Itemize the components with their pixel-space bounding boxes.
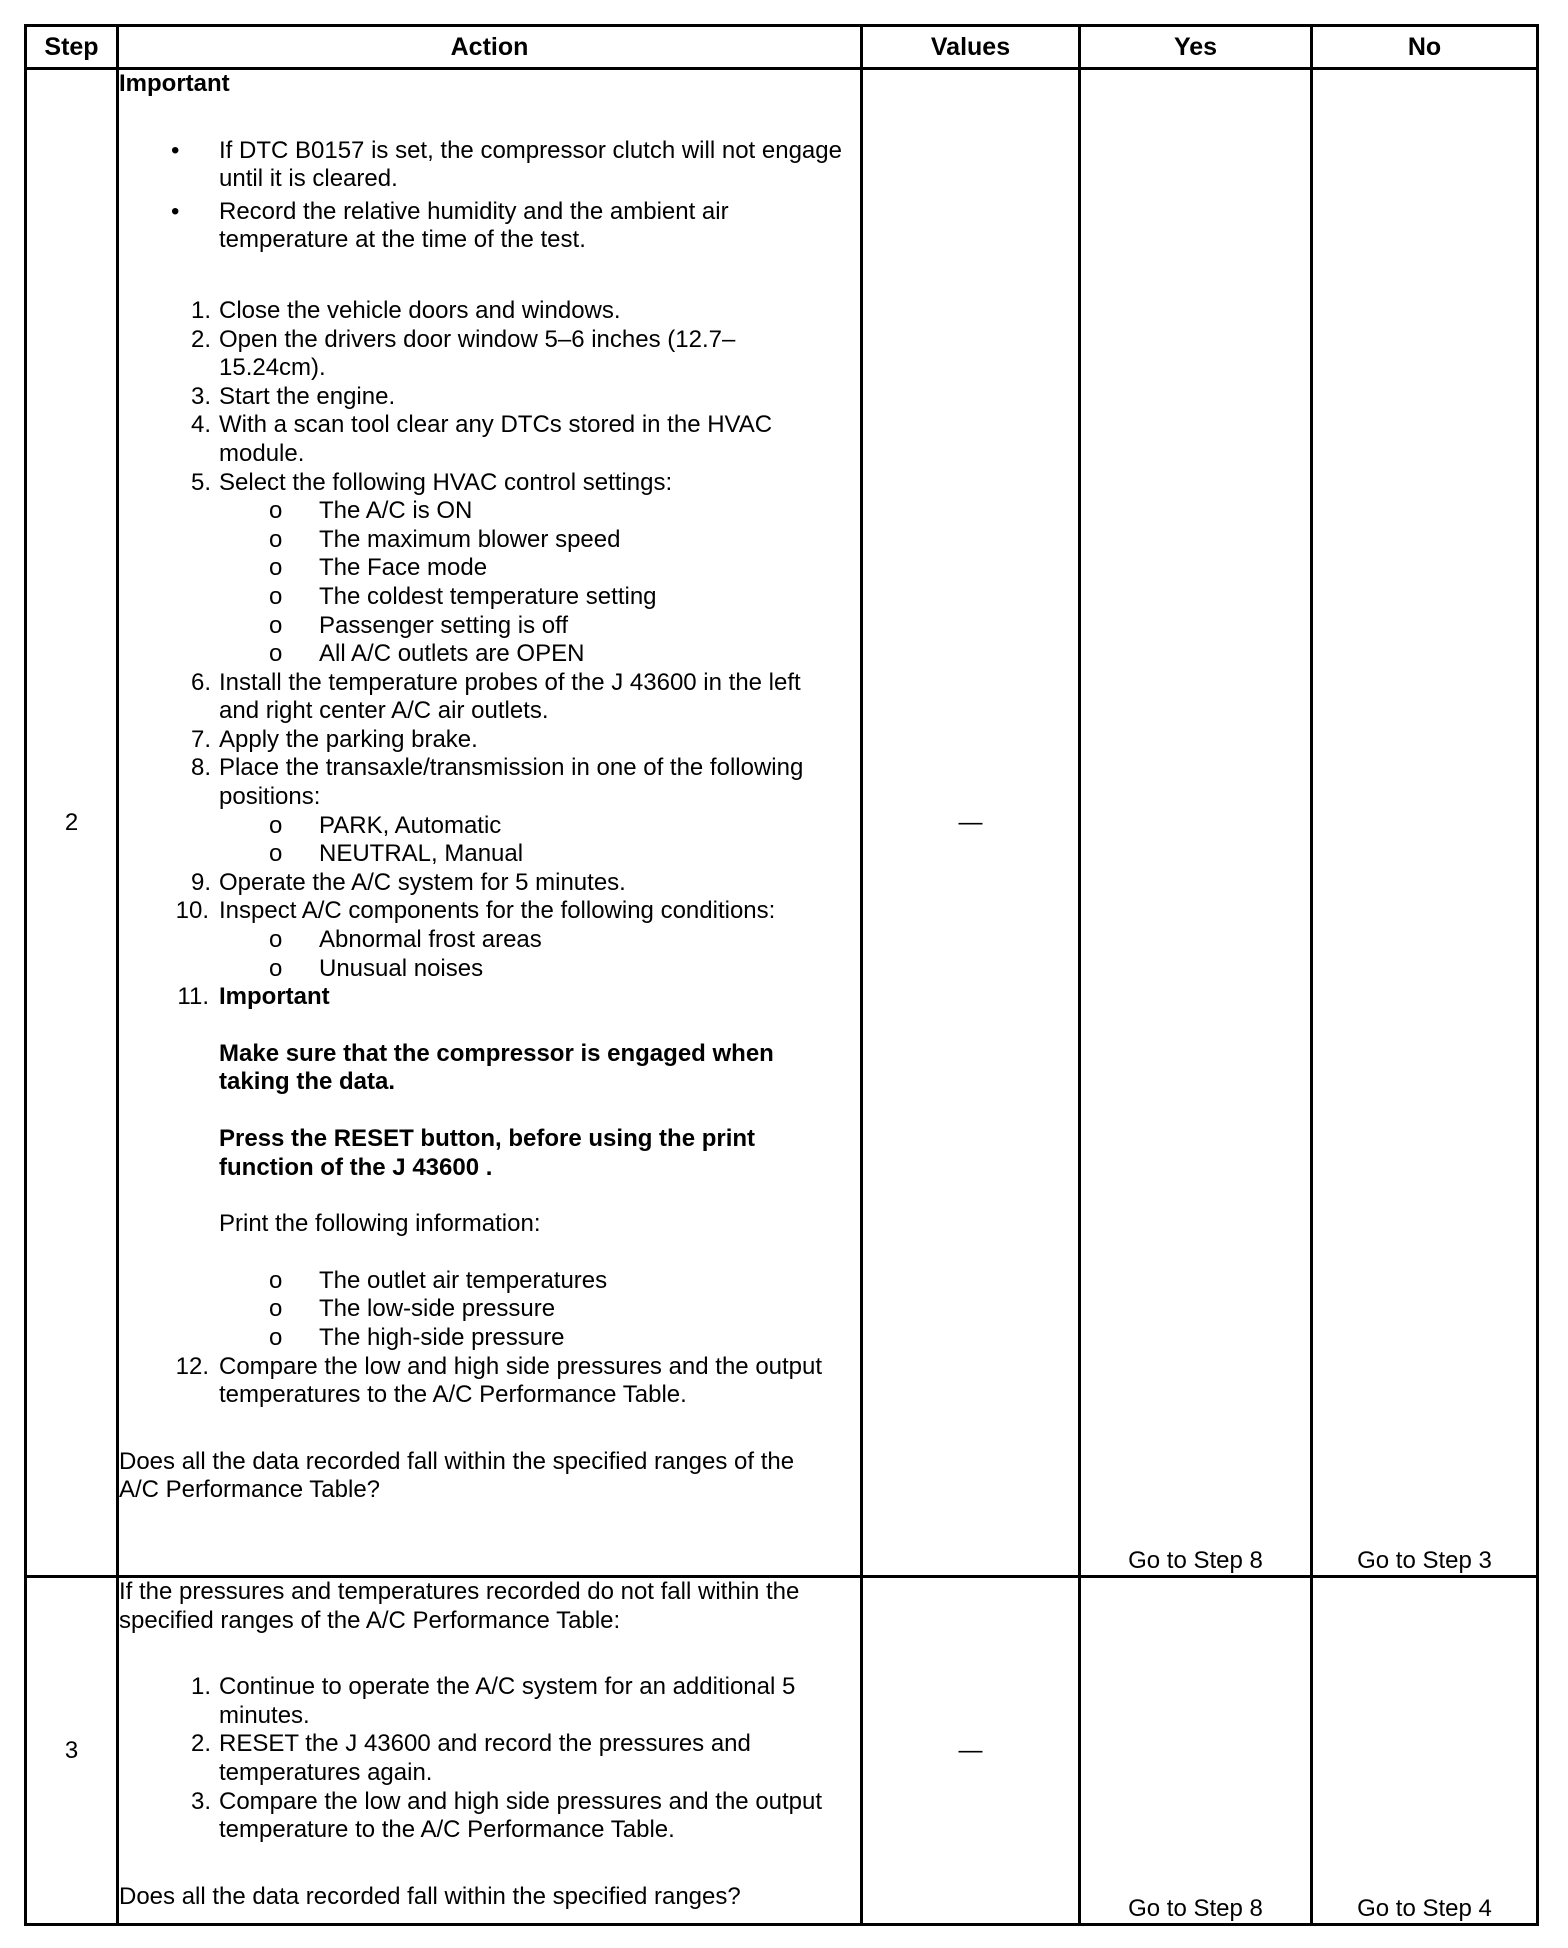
list-item: • If DTC B0157 is set, the compressor clutch will not engage until it is cleared. — [119, 137, 860, 194]
step-text: 15.24cm). — [219, 354, 326, 382]
table-row-step-3 — [26, 1577, 1538, 1925]
diagnostic-procedure-table — [24, 24, 1539, 1926]
decision-question: Does all the data recorded fall within the specified ranges of the A/C Performance Table? — [119, 1447, 795, 1504]
sub-item: o The Face mode — [269, 554, 488, 582]
sub-item-text: Passenger setting is off — [319, 611, 569, 639]
step-text: Continue to operate the A/C system for an additional 5 — [219, 1673, 796, 1701]
step-text: temperature to the A/C Performance Table. — [219, 1816, 675, 1844]
step-text: temperatures to the A/C Performance Table. — [219, 1381, 687, 1409]
step-text: Install the temperature probes of the J 43600 in the left — [219, 668, 801, 696]
header-no: No — [1312, 26, 1538, 69]
list-item: • Record the relative humidity and the ambient air temperature at the time of the test. — [119, 198, 860, 255]
header-step: Step — [26, 26, 118, 69]
header-values: Values — [862, 26, 1080, 69]
header-yes: Yes — [1080, 26, 1312, 69]
numbered-step: 1. Continue to operate the A/C system for an additional 5 minutes. — [190, 1673, 796, 1729]
important-label: Important — [119, 70, 230, 97]
step-text: With a scan tool clear any DTCs stored in the HVAC — [219, 411, 773, 439]
step-text: minutes. — [219, 1701, 310, 1729]
numbered-step: 5. Select the following HVAC control settings: — [190, 468, 673, 496]
sub-item: o NEUTRAL, Manual — [269, 840, 524, 868]
sub-item: o The high-side pressure — [269, 1323, 565, 1351]
header-action: Action — [118, 26, 862, 69]
intro-text: If the pressures and temperatures recorded do not fall within the specified ranges of the A/C Performance Table: — [119, 1578, 800, 1634]
sub-item: o Passenger setting is off — [269, 611, 569, 639]
step-text: temperatures again. — [219, 1758, 433, 1786]
sub-item: o The maximum blower speed — [269, 525, 621, 553]
decision-question: Does all the data recorded fall within the specified ranges? — [119, 1882, 741, 1910]
table-row-step-2 — [26, 69, 1538, 1577]
sub-item: o The low-side pressure — [269, 1295, 556, 1323]
step-text: Open the drivers door window 5–6 inches (12.7– — [219, 325, 736, 353]
numbered-step: 8. Place the transaxle/transmission in one of the following positions: — [190, 754, 804, 811]
step-text: module. — [219, 439, 305, 467]
sub-item: o Unusual noises — [269, 954, 484, 982]
sub-item: o The A/C is ON — [269, 497, 473, 525]
step-text: Close the vehicle doors and windows. — [219, 296, 621, 324]
step-number: 3 — [26, 1577, 118, 1925]
important-note: Make sure that the compressor is engaged when taking the data. — [219, 1039, 774, 1096]
numbered-step: 2. Open the drivers door window 5–6 inches (12.7– 15.24cm). — [190, 325, 736, 382]
sub-item: o PARK, Automatic — [269, 811, 502, 839]
sub-item-text: The low-side pressure — [319, 1295, 556, 1323]
sub-item-text: The Face mode — [319, 554, 488, 582]
step-text: Place the transaxle/transmission in one of the following — [219, 754, 804, 782]
step-text: RESET the J 43600 and record the pressures and — [219, 1730, 751, 1758]
step-text: positions: — [219, 783, 321, 811]
yes-cell: Go to Step 8 — [1080, 1577, 1312, 1925]
values-cell: — — [862, 69, 1080, 1577]
numbered-step: 3. Compare the low and high side pressures and the output temperature to the A/C Performance Table. — [190, 1787, 823, 1844]
sub-item-text: PARK, Automatic — [319, 811, 502, 839]
step-text: Apply the parking brake. — [219, 725, 478, 753]
numbered-step: 12. Compare the low and high side pressures and the output temperatures to the A/C Performance Table. — [175, 1352, 823, 1409]
sub-item-text: The maximum blower speed — [319, 525, 621, 553]
numbered-step: 3. Start the engine. — [190, 382, 396, 410]
numbered-step: 7. Apply the parking brake. — [190, 725, 478, 753]
sub-item-text: The A/C is ON — [319, 497, 473, 525]
sub-item-text: The outlet air temperatures — [319, 1266, 608, 1294]
action-cell — [118, 69, 862, 1577]
step-text: Operate the A/C system for 5 minutes. — [219, 868, 626, 896]
numbered-step: 11. Important — [177, 983, 330, 1011]
sub-item-text: All A/C outlets are OPEN — [319, 640, 585, 668]
step-text: Start the engine. — [219, 382, 396, 410]
sub-item-text: Abnormal frost areas — [319, 926, 542, 954]
step-text: Compare the low and high side pressures and the output — [219, 1352, 823, 1380]
sub-item: o All A/C outlets are OPEN — [269, 640, 585, 668]
important-note: Press the RESET button, before using the print function of the J 43600 . — [219, 1125, 756, 1181]
action-cell — [118, 1577, 862, 1925]
sub-item: o Abnormal frost areas — [269, 926, 542, 954]
numbered-step: 10. Inspect A/C components for the following conditions: — [175, 897, 776, 925]
yes-cell: Go to Step 8 — [1080, 69, 1312, 1577]
step-text: Inspect A/C components for the following conditions: — [219, 897, 776, 925]
print-instruction: Print the following information: — [219, 1210, 541, 1238]
step-number: 2 — [26, 69, 118, 1577]
step-text: and right center A/C air outlets. — [219, 697, 549, 725]
step-text: Select the following HVAC control settings: — [219, 468, 673, 496]
no-cell: Go to Step 3 — [1312, 69, 1538, 1577]
sub-item: o The coldest temperature setting — [269, 582, 657, 610]
numbered-step: 9. Operate the A/C system for 5 minutes. — [190, 868, 626, 896]
important-bullets — [119, 137, 860, 255]
numbered-step: 4. With a scan tool clear any DTCs stored in the HVAC module. — [190, 411, 773, 467]
values-cell: — — [862, 1577, 1080, 1925]
numbered-step: 6. Install the temperature probes of the J 43600 in the left and right center A/C air outlets. — [190, 668, 801, 725]
numbered-step: 2. RESET the J 43600 and record the pressures and temperatures again. — [190, 1730, 751, 1786]
numbered-step: 1. Close the vehicle doors and windows. — [190, 296, 621, 324]
step-text: Compare the low and high side pressures and the output — [219, 1787, 823, 1815]
header-row — [26, 26, 1538, 69]
sub-item: o The outlet air temperatures — [269, 1266, 608, 1294]
important-label: Important — [219, 983, 330, 1011]
no-cell: Go to Step 4 — [1312, 1577, 1538, 1925]
sub-item-text: The coldest temperature setting — [319, 582, 657, 610]
sub-item-text: NEUTRAL, Manual — [319, 840, 524, 868]
sub-item-text: The high-side pressure — [319, 1323, 565, 1351]
sub-item-text: Unusual noises — [319, 954, 484, 982]
